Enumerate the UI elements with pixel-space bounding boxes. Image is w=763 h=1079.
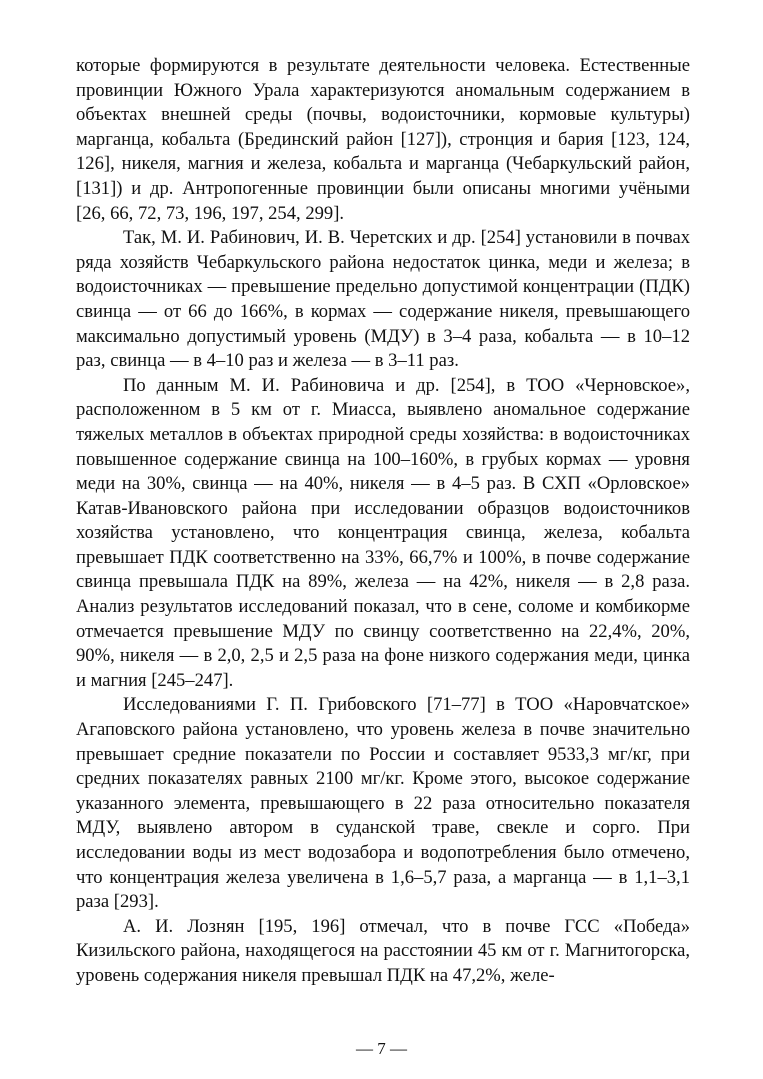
paragraph-3: По данным М. И. Рабиновича и др. [254], в ТОО «Черновское», расположенном в 5 км от г. Миасса, выявлено аномальное содержание тяжелых металлов в объектах природной среды хозяйства: в водоисточниках повышенное содержание свинца на 100–160%, в грубых кормах — уровня меди на 30%, свинца — на 40%, никеля — в 4–5 раз. В СХП «Орловское» Катав-Ивановского района при исследовании образцов водоисточников хозяйства установлено, что концентрация свинца, железа, кобальта превышает ПДК соответственно на 33%, 66,7% и 100%, в почве содержание свинца превышала ПДК на 89%, железа — на 42%, никеля — в 2,8 раза. Анализ результатов исследований показал, что в сене, соломе и комбикорме отмечается превышение МДУ по свинцу соответственно на 22,4%, 20%, 90%, никеля — в 2,0, 2,5 и 2,5 раза на фоне низкого содержания меди, цинка и магния [245–247]. bbox=[76, 374, 690, 691]
paragraph-5: А. И. Лознян [195, 196] отмечал, что в почве ГСС «Победа» Кизильского района, находящегося на расстоянии 45 км от г. Магнитогорска, уровень содержания никеля превышал ПДК на 47,2%, желе- bbox=[76, 915, 690, 986]
paragraph-1: которые формируются в результате деятельности человека. Естественные провинции Южного Урала характеризуются аномальным содержанием в объектах внешней среды (почвы, водоисточники, кормовые культуры) марганца, кобальта (Брединский район [127]), стронция и бария [123, 124, 126], никеля, магния и железа, кобальта и марганца (Чебаркульский район, [131]) и др. Антропогенные провинции были описаны многими учёными [26, 66, 72, 73, 196, 197, 254, 299]. bbox=[76, 55, 690, 224]
paragraph-4: Исследованиями Г. П. Грибовского [71–77] в ТОО «Наровчатское» Агаповского района установлено, что уровень железа в почве значительно превышает средние показатели по России и составляет 9533,3 мг/кг, при средних показателях равных 2100 мг/кг. Кроме этого, высокое содержание указанного элемента, превышающего в 22 раза относительно показателя МДУ, выявлено автором в суданской траве, свекле и сорго. При исследовании воды из мест водозабора и водопотребления было отмечено, что концентрация железа увеличена в 1,6–5,7 раза, а марганца — в 1,1–3,1 раза [293]. bbox=[76, 694, 690, 913]
paragraph-2: Так, М. И. Рабинович, И. В. Черетских и др. [254] установили в почвах ряда хозяйств Чебаркульского района недостаток цинка, меди и железа; в водоисточниках — превышение предельно допустимой концентрации (ПДК) свинца — от 66 до 166%, в кормах — содержание никеля, превышающего максимально допустимый уровень (МДУ) в 3–4 раза, кобальта — в 10–12 раз, свинца — в 4–10 раз и железа — в 3–11 раз. bbox=[76, 227, 690, 372]
page-body bbox=[76, 54, 690, 989]
page-number: — 7 — bbox=[356, 1039, 407, 1058]
